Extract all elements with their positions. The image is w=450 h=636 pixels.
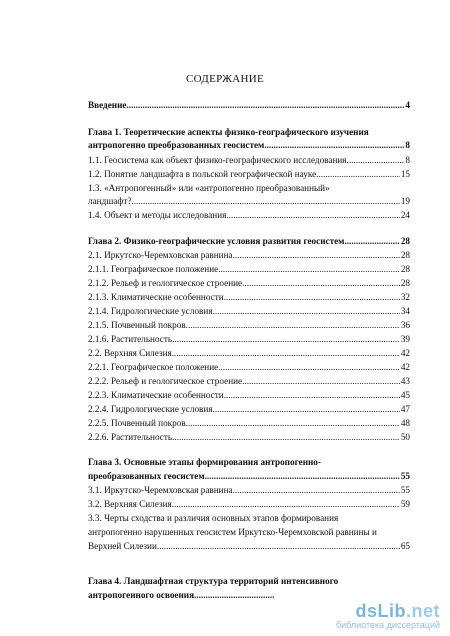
toc-entry-text: 2.2.3. Климатические особенности [88,390,224,400]
dot-leader [218,362,400,373]
toc-entry-1-3[interactable] [88,196,410,207]
toc-entry-text: 1.1. Геосистема как объект физико-географического исследования [88,155,347,165]
toc-page-number: 55 [400,471,410,481]
toc-entry-2-2-1[interactable] [88,362,410,373]
dot-leader [172,432,400,443]
toc-entry-chapter-1[interactable] [88,140,410,151]
dot-leader [233,485,400,496]
toc-entry-text: 2.2.4. Гидрологические условия [88,404,213,414]
toc-page-number: 45 [400,390,410,400]
toc-page-number: 34 [400,306,410,316]
toc-page-number: 8 [405,155,410,165]
toc-page-number: 8 [405,140,410,150]
dot-leader [218,264,400,275]
toc-entry-3-3-line-1[interactable]: 3.3. Черты сходства и различия основных этапов формирования [88,513,339,523]
dot-leader [226,210,399,221]
toc-page-number: 19 [400,196,410,206]
toc-page-number: 47 [400,404,410,414]
toc-entry-introduction[interactable] [88,100,410,111]
toc-entry-chapter-4-line-1[interactable]: Глава 4. Ландшафтная структура территорий интенсивного [88,576,339,586]
toc-page-number: 65 [400,541,410,551]
toc-entry-text: 2.2.5. Почвенный покров [88,418,186,428]
toc-entry-text: Введение [88,100,127,110]
toc-entry-2-1-5[interactable] [88,320,410,331]
dot-leader [242,376,400,387]
toc-entry-2-2-4[interactable] [88,404,410,415]
toc-entry-2-1-6[interactable] [88,334,410,345]
dot-leader [126,100,404,111]
toc-page-number: 59 [400,499,410,509]
toc-entry-text: 2.1.3. Климатические особенности [88,292,224,302]
toc-page-number: 28 [400,250,410,260]
toc-entry-3-3[interactable] [88,541,410,552]
watermark [336,601,440,630]
dot-leader [131,196,399,207]
toc-entry-2-2-2[interactable] [88,376,410,387]
toc-page-number: 43 [400,376,410,386]
toc-entry-2-2-5[interactable] [88,418,410,429]
toc-entry-2-2[interactable] [88,348,410,359]
watermark-logo: dsLib.net [355,601,440,621]
dot-leader [224,292,400,303]
toc-page-number: 36 [400,320,410,330]
toc-page-number: 48 [400,418,410,428]
dot-leader [205,471,400,482]
toc-entry-text: 2.2. Верхняя Силезия [88,348,172,358]
dot-leader [347,155,405,166]
toc-page-number: 42 [400,348,410,358]
watermark-caption: библиотека диссертаций [335,620,440,630]
toc-entry-text: 2.1.6. Растительность [88,334,173,344]
toc-entry-text: 1.2. Понятие ландшафта в польской географической науке [88,169,317,179]
dot-leader [213,306,400,317]
toc-page-number: 28 [400,264,410,274]
toc-entry-chapter-2[interactable] [88,236,410,247]
toc-page-number: 32 [400,292,410,302]
toc-entry-text: 2.1. Иркутско-Черемховская равнина [88,250,233,260]
toc-page-number: 28 [400,278,410,288]
toc-entry-1-3-line-1[interactable]: 1.3. «Антропогенный» или «антропогенно преобразованный» [88,183,330,193]
toc-entry-2-1-3[interactable] [88,292,410,303]
toc-entry-text: 3.2. Верхняя Силезия [88,499,172,509]
dot-leader [157,541,400,552]
dot-leader [213,404,400,415]
toc-entry-text: Верхней Силезии [88,541,157,551]
toc-entry-2-1[interactable] [88,250,410,261]
toc-page-number: 4 [405,100,410,110]
toc-entry-3-1[interactable] [88,485,410,496]
dot-leader [264,140,404,151]
toc-entry-text: 2.2.6. Растительность [88,432,173,442]
toc-entry-text: 2.2.2. Рельеф и геологическое строение [88,376,243,386]
toc-entry-chapter-1-line-1[interactable]: Глава 1. Теоретические аспекты физико-географического изучения [88,127,369,137]
toc-entry-1-2[interactable] [88,169,410,180]
dot-leader [186,418,400,429]
toc-entry-text: 1.4. Объект и методы исследования [88,210,227,220]
toc-entry-text: антропогенного освоения [88,590,195,600]
toc-entry-text: 2.1.1. Географическое положение [88,264,219,274]
dot-leader [186,320,400,331]
toc-entry-text: 2.1.2. Рельеф и геологическое строение [88,278,243,288]
dot-leader [194,590,274,601]
dot-leader [172,499,400,510]
toc-entry-text: ландшафт? [88,196,132,206]
toc-entry-text: 2.1.4. Гидрологические условия [88,306,213,316]
toc-entry-2-1-2[interactable] [88,278,410,289]
toc-page-number: 42 [400,362,410,372]
toc-entry-text: преобразованных геосистем [88,471,205,481]
toc-page-number: 15 [400,169,410,179]
toc-entry-chapter-3[interactable] [88,471,410,482]
toc-page-number: 28 [400,236,410,246]
toc-entry-3-2[interactable] [88,499,410,510]
toc-page-number: 55 [400,485,410,495]
page-title: СОДЕРЖАНИЕ [185,73,265,85]
toc-entry-1-4[interactable] [88,210,410,221]
toc-entry-3-3-line-2[interactable]: антропогенно нарушенных геосистем Иркутско-Черемховской равнины и [88,527,377,537]
dot-leader [172,334,400,345]
toc-page-number: 24 [400,210,410,220]
toc-entry-text: 2.1.5. Почвенный покров [88,320,186,330]
dot-leader [233,250,400,261]
toc-entry-chapter-3-line-1[interactable]: Глава 3. Основные этапы формирования антропогенно- [88,457,321,467]
toc-entry-text: 2.2.1. Географическое положение [88,362,219,372]
toc-entry-2-2-6[interactable] [88,432,410,443]
toc-entry-text: антропогенно преобразованных геосистем [88,140,265,150]
toc-entry-1-1[interactable] [88,155,410,166]
toc-page-number: 50 [400,432,410,442]
dot-leader [242,278,400,289]
toc-entry-chapter-4[interactable] [88,590,274,601]
toc-page-number: 39 [400,334,410,344]
toc-entry-2-1-1[interactable] [88,264,410,275]
toc-entry-2-2-3[interactable] [88,390,410,401]
toc-entry-text: 3.1. Иркутско-Черемховская равнина [88,485,233,495]
dot-leader [172,348,400,359]
toc-entry-2-1-4[interactable] [88,306,410,317]
dot-leader [224,390,400,401]
dot-leader [316,169,400,180]
toc-entry-text: Глава 2. Физико-географические условия развития геосистем [88,236,345,246]
dot-leader [344,236,399,247]
